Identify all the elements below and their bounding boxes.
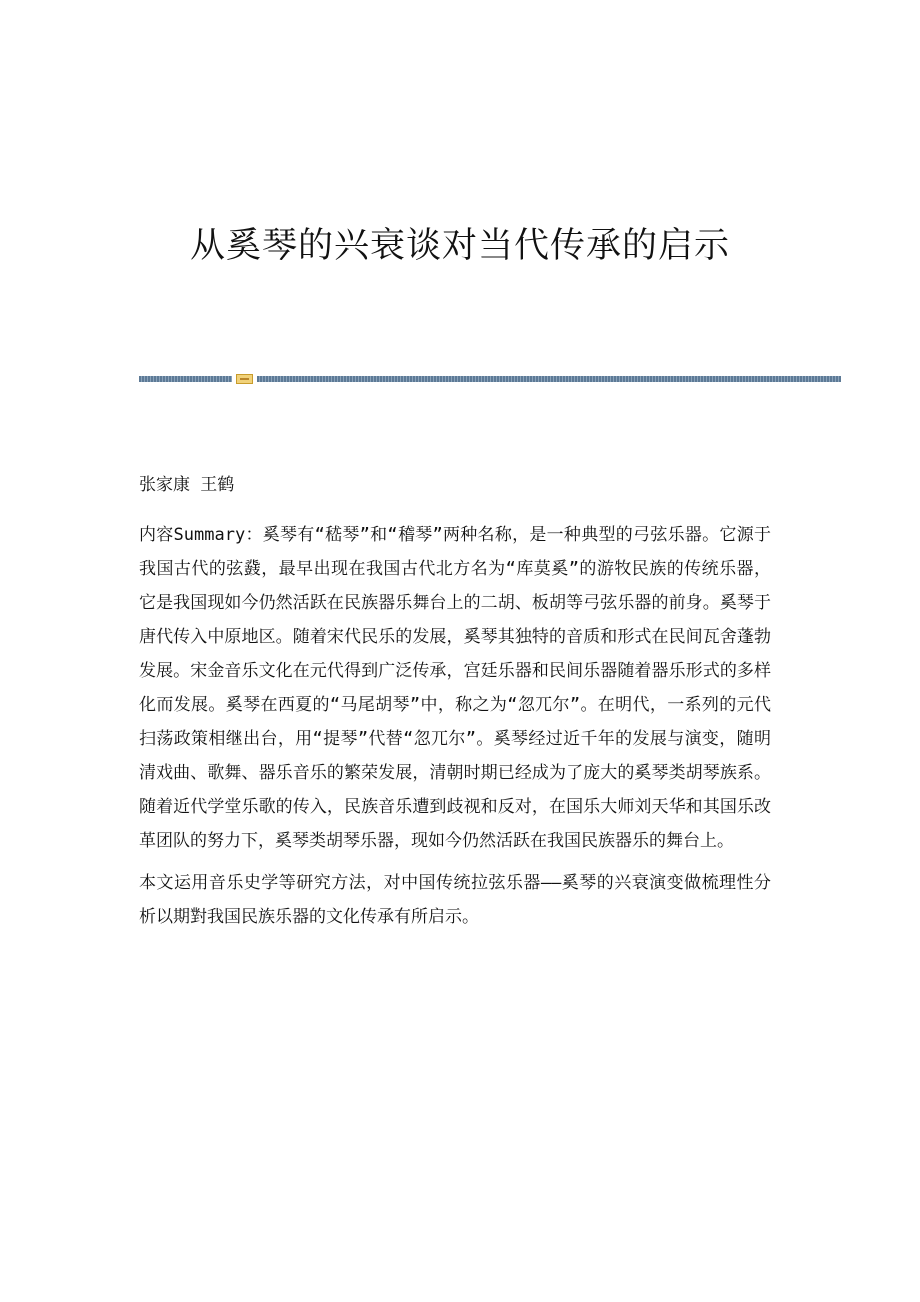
body-paragraph: 本文运用音乐史学等研究方法，对中国传统拉弦乐器——奚琴的兴衰演变做梳理性分析以期對我国民族乐器的文化传承有所启示。 <box>139 873 771 927</box>
document-body <box>139 468 771 942</box>
divider-bar-right <box>257 376 841 382</box>
abstract-label: 内容Summary： <box>139 525 263 545</box>
abstract-text: 奚琴有“嵇琴”和“稽琴”两种名称，是一种典型的弓弦乐器。它源于我国古代的弦鼗，最早出现在我国古代北方名为“库莫奚”的游牧民族的传统乐器，它是我国现如今仍然活跃在民族器乐舞台上的二胡、板胡等弓弦乐器的前身。奚琴于唐代传入中原地区。随着宋代民乐的发展，奚琴其独特的音质和形式在民间瓦舍蓬勃发展。宋金音乐文化在元代得到广泛传承，宫廷乐器和民间乐器随着器乐形式的多样化而发展。奚琴在西夏的“马尾胡琴”中，称之为“忽兀尔”。在明代，一系列的元代扫荡政策相继出台，用“提琴”代替“忽兀尔”。奚琴经过近千年的发展与演变，随明清戏曲、歌舞、器乐音乐的繁荣发展，清朝时期已经成为了庞大的奚琴类胡琴族系。随着近代学堂乐歌的传入，民族音乐遭到歧视和反对，在国乐大师刘天华和其国乐改革团队的努力下，奚琴类胡琴乐器，现如今仍然活跃在我国民族器乐的舞台上。 <box>139 525 771 851</box>
authors: 张家康 王鹤 <box>139 475 235 495</box>
title-divider <box>139 374 841 384</box>
document-title: 从奚琴的兴衰谈对当代传承的启示 <box>189 226 730 266</box>
divider-bar-left <box>139 376 232 382</box>
divider-ornament-icon <box>236 374 253 384</box>
abstract-paragraph <box>139 518 771 858</box>
